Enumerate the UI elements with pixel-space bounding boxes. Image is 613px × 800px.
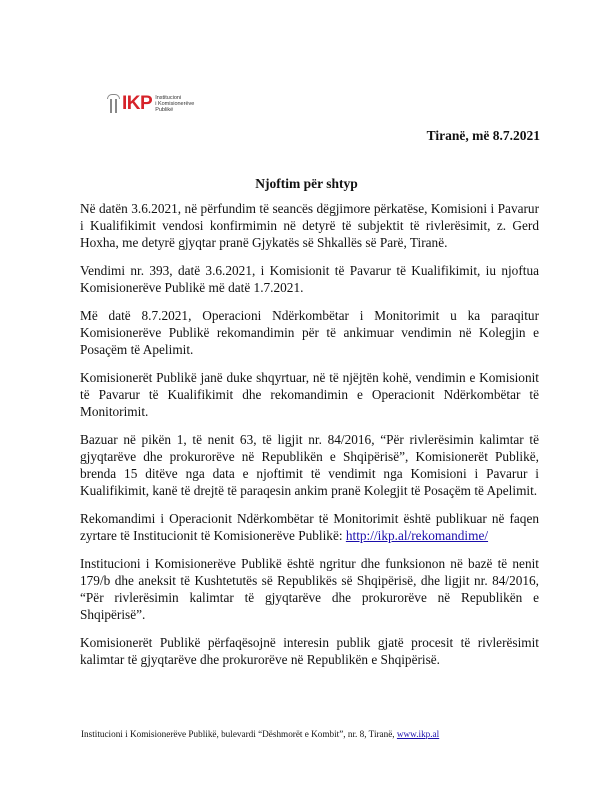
footer [81,729,439,739]
logo-subtitle-line: Institucioni [155,95,182,101]
place-date: Tiranë, më 8.7.2021 [426,128,540,143]
logo-subtitle-line: i Komisionerëve [155,101,195,107]
link-paragraph [80,510,539,544]
logo-brand: IKP [122,93,153,114]
footer-address: Institucioni i Komisionerëve Publikë, bulevardi “Dëshmorët e Kombit”, nr. 8, Tiranë, [81,729,397,739]
link-paragraph-text: Rekomandimi i Operacionit Ndërkombëtar të Monitorimit është publikuar në faqen zyrtare të Institucionit të Komisionerëve Publikë: [80,511,539,543]
column-icon [107,94,121,114]
paragraph: Bazuar në pikën 1, të nenit 63, të ligjit nr. 84/2016, “Për rivlerësimin kalimtar të gjyqtarëve dhe prokurorëve në Republikën e Shqipërisë”, Komisionerët Publikë, brenda 15 ditëve nga data e njoftimit të vendimit nga Komisioni i Pavarur i Kualifikimit, kanë të drejtë të paraqesin ankim pranë Kolegjit të Posaçëm të Apelimit. [80,432,539,498]
document-title: Njoftim për shtyp [255,176,358,191]
rekomandime-link[interactable]: http://ikp.al/rekomandime/ [345,528,489,543]
paragraph: Komisionerët Publikë janë duke shqyrtuar, në të njëjtën kohë, vendimin e Komisionit të Pavarur të Kualifikimit dhe rekomandimin e Operacionit Ndërkombëtar të Monitorimit. [80,370,539,419]
logo-subtitle-line: Publikë [155,107,174,113]
website-link[interactable]: www.ikp.al [396,729,440,739]
paragraph: Më datë 8.7.2021, Operacioni Ndërkombëtar i Monitorimit u ka paraqitur Komisionerëve Publikë rekomandimin për të ankimuar vendimin në Kolegjin e Posaçëm të Apelimit. [80,308,539,357]
paragraph: Komisionerët Publikë përfaqësojnë interesin publik gjatë procesit të rivlerësimit kalimtar të gjyqtarëve dhe prokurorëve në Republikën e Shqipërisë. [80,635,539,667]
paragraph: Vendimi nr. 393, datë 3.6.2021, i Komisionit të Pavarur të Kualifikimit, iu njoftua Komisionerëve Publikë më datë 1.7.2021. [80,263,539,295]
paragraph: Institucioni i Komisionerëve Publikë është ngritur dhe funksionon në bazë të nenit 179/b dhe aneksit të Kushtetutës së Republikës së Shqipërisë, dhe ligjit nr. 84/2016, “Për rivlerësimin kalimtar të gjyqtarëve dhe prokurorëve në Republikën e Shqipërisë”. [80,556,539,622]
logo-subtitle [155,95,194,113]
document-body [80,200,539,679]
paragraph: Në datën 3.6.2021, në përfundim të seancës dëgjimore përkatëse, Komisioni i Pavarur i Kualifikimit vendosi konfirmimin në detyrë të subjektit të rivlerësimit, z. Gerd Hoxha, me detyrë gjyqtar pranë Gjykatës së Shkallës së Parë, Tiranë. [80,201,539,250]
ikp-logo [107,93,194,115]
